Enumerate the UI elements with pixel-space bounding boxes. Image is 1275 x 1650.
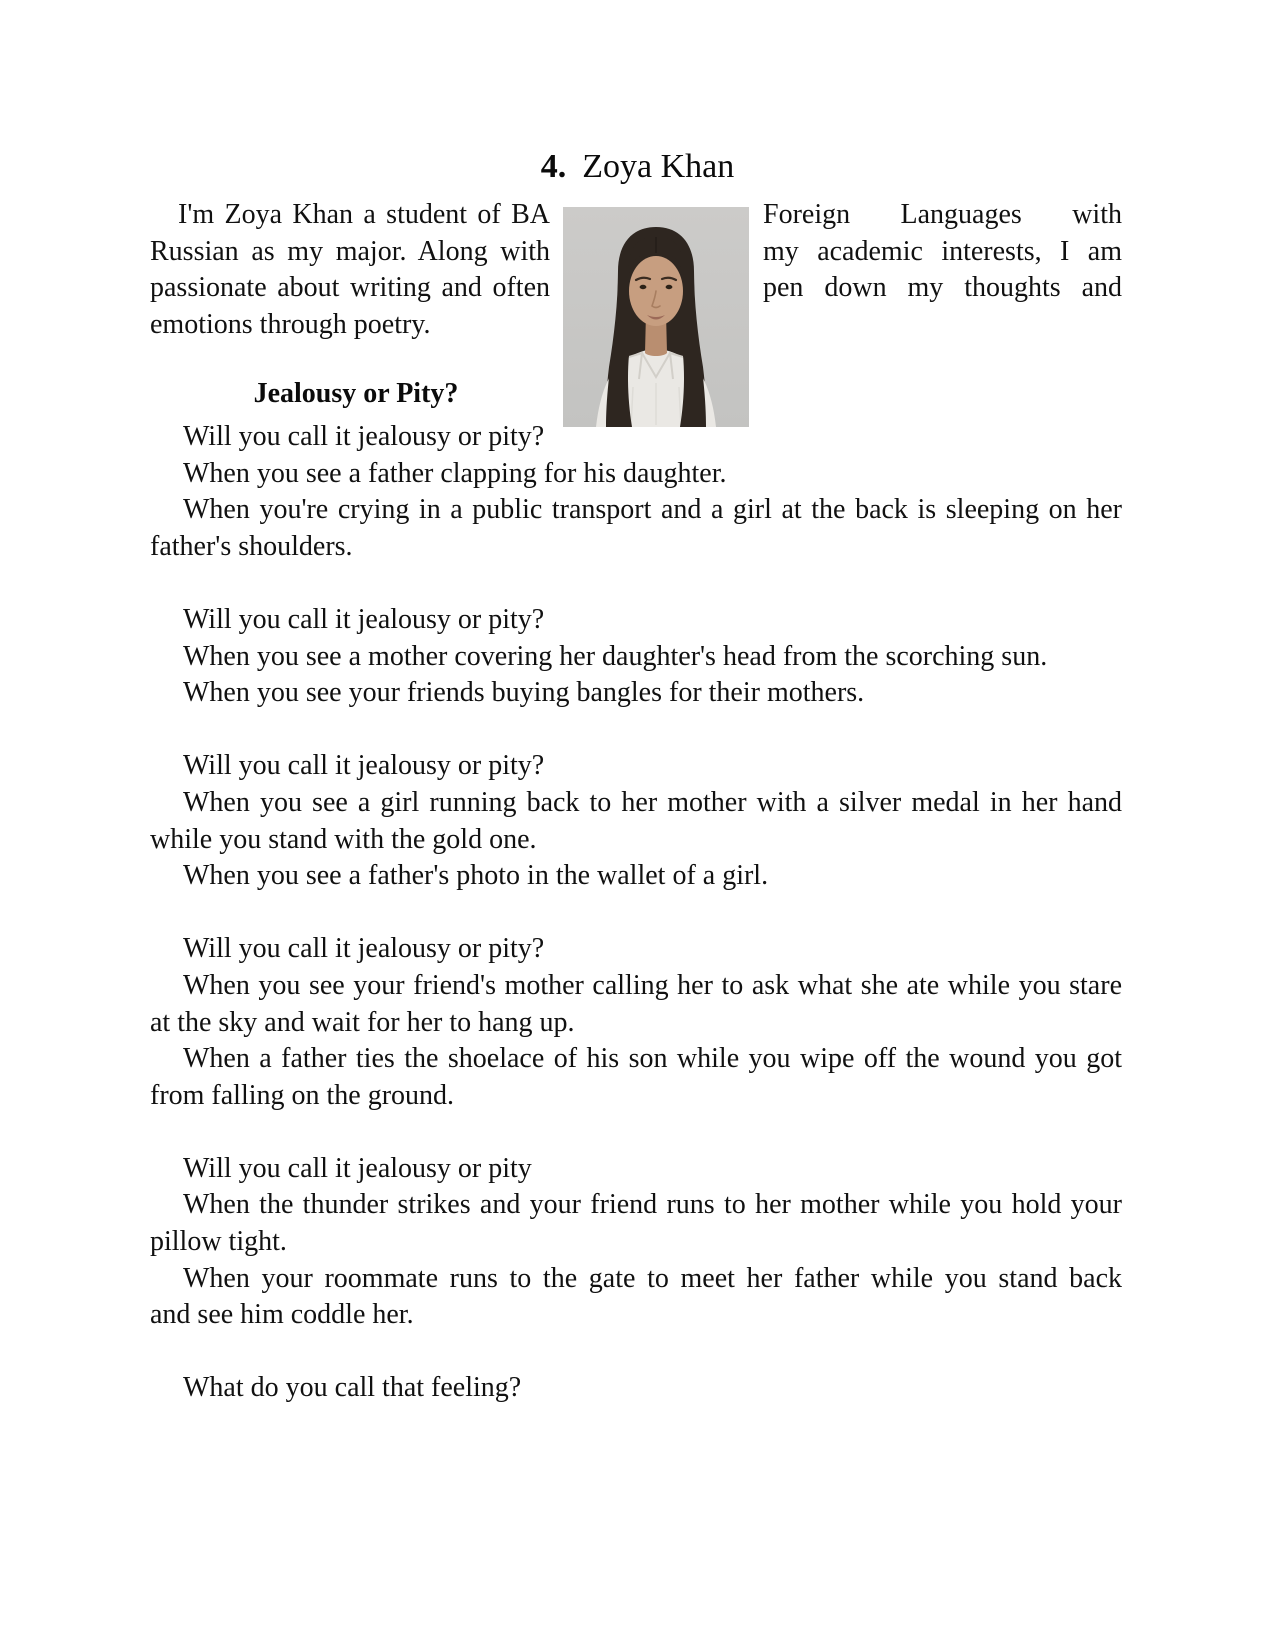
poem-line: while you stand with the gold one. [150,823,537,855]
poem-stanza [150,931,1122,1114]
poem-line: When your roommate runs to the gate to meet her father while you stand back [183,1262,1122,1294]
intro-right-column [763,197,1122,307]
portrait-photo [563,207,749,427]
poem-line: When you see a father clapping for his daughter. [183,457,727,489]
poem-line: from falling on the ground. [150,1079,455,1111]
poem-stanza [150,419,1122,565]
left-eye [640,285,647,289]
poem-line: Will you call it jealousy or pity? [183,933,545,965]
page-title-name: Zoya Khan [582,148,735,185]
poem-line: Will you call it jealousy or pity? [183,421,545,452]
poem-line: father's shoulders. [150,530,353,562]
poem-line: When the thunder strikes and your friend runs to her mother while you hold your [183,1189,1122,1221]
poem-line: at the sky and wait for her to hang up. [150,1006,575,1038]
intro-left-column [150,197,550,343]
poem-line: Will you call it jealousy or pity? [183,603,545,635]
poem-line: What do you call that feeling? [183,1372,522,1404]
poem-stanza [150,602,1122,712]
intro-line: pen down my thoughts and [763,272,1122,304]
page-title-number: 4. [540,148,567,185]
poem-line: When a father ties the shoelace of his son while you wipe off the wound you got [183,1043,1122,1075]
poem-line: When you're crying in a public transport and a girl at the back is sleeping on her [183,494,1122,526]
poem [150,419,1122,1444]
poem-line: When you see your friends buying bangles for their mothers. [183,677,865,709]
intro-line: my academic interests, I am [763,235,1122,267]
intro-line: emotions through poetry. [150,308,431,340]
poem-stanza [150,748,1122,894]
poem-line: and see him coddle her. [150,1299,414,1331]
intro-line: Foreign Languages with [763,199,1122,230]
poem-stanza [150,1370,1122,1407]
poem-stanza [150,1151,1122,1334]
poem-line: When you see your friend's mother calling her to ask what she ate while you stare [183,969,1122,1001]
poem-line: When you see a mother covering her daughter's head from the scorching sun. [183,640,1048,672]
intro-line: passionate about writing and often [150,272,550,304]
page-title [0,146,1275,188]
intro-line: I'm Zoya Khan a student of BA [178,199,550,230]
poem-line: When you see a father's photo in the wallet of a girl. [183,860,769,892]
poem-line: Will you call it jealousy or pity? [183,750,545,782]
intro-line: Russian as my major. Along with [150,235,550,267]
poem-line: When you see a girl running back to her mother with a silver medal in her hand [183,786,1122,818]
poem-heading: Jealousy or Pity? [253,378,459,409]
poem-line: Will you call it jealousy or pity [183,1152,532,1184]
right-eye [666,285,673,289]
poem-line: pillow tight. [150,1226,287,1258]
portrait-photo-image [563,207,749,427]
